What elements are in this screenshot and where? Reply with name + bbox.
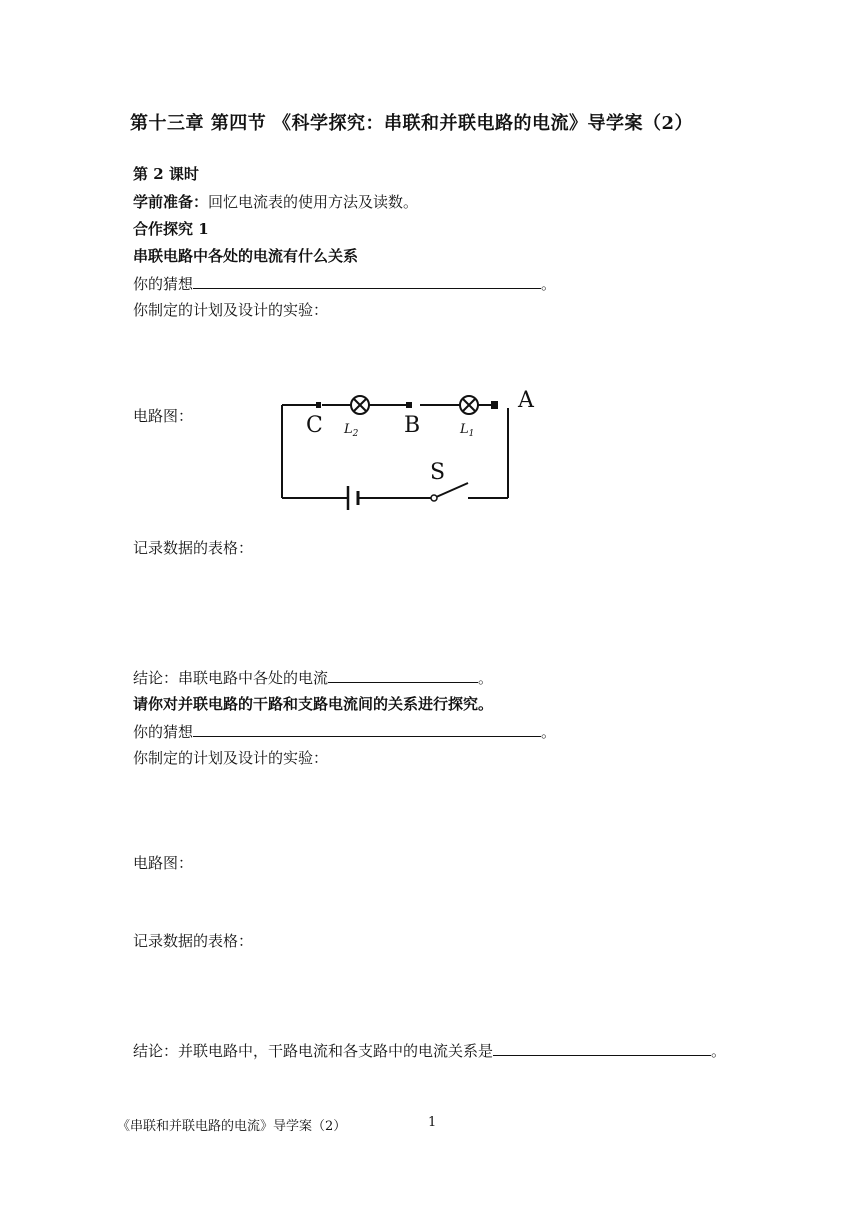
series-circuit-diagram xyxy=(270,380,550,515)
lamp-l1-icon xyxy=(460,396,478,414)
footer-text: 《串联和并联电路的电流》导学案（2） xyxy=(117,1119,347,1134)
part2-guess-label: 你的猜想 xyxy=(133,723,194,741)
label-l2-sub: 2 xyxy=(352,429,359,439)
part1-table-label: 记录数据的表格： xyxy=(133,539,254,557)
prep-colon: ： xyxy=(193,193,209,211)
prep-text: 回忆电流表的使用方法及读数。 xyxy=(208,193,419,211)
label-l1 xyxy=(459,422,474,439)
part1-diagram-label: 电路图： xyxy=(133,407,194,425)
part2-plan-label: 你制定的计划及设计的实验： xyxy=(133,749,329,767)
switch-pivot-dot xyxy=(431,495,437,501)
part1-question: 串联电路中各处的电流有什么关系 xyxy=(133,247,359,265)
label-a: A xyxy=(518,388,534,413)
part1-conclusion-blank[interactable] xyxy=(328,666,478,683)
label-l2-letter: L xyxy=(344,422,353,437)
part2-table-label: 记录数据的表格： xyxy=(133,932,254,950)
part1-conclusion-label: 结论：串联电路中各处的电流 xyxy=(133,669,329,687)
page-title: 第十三章 第四节 《科学探究：串联和并联电路的电流》导学案（2） xyxy=(130,113,694,134)
junction-a-dot xyxy=(491,401,498,409)
prep-line xyxy=(133,191,418,212)
part2-question: 请你对并联电路的干路和支路电流间的关系进行探究。 xyxy=(133,695,494,713)
label-s: S xyxy=(430,460,446,485)
part2-conclusion-label: 结论：并联电路中，干路电流和各支路中的电流关系是 xyxy=(133,1042,494,1060)
part1-guess-line xyxy=(133,272,556,294)
part2-conclusion-end: 。 xyxy=(711,1042,727,1060)
label-l1-sub: 1 xyxy=(468,429,475,439)
part1-guess-label: 你的猜想 xyxy=(133,275,194,293)
part1-conclusion-end: 。 xyxy=(478,669,494,687)
page-number: 1 xyxy=(428,1115,437,1130)
label-c: C xyxy=(306,413,323,438)
label-l2 xyxy=(343,422,359,439)
label-l1-letter: L xyxy=(460,422,469,437)
part2-conclusion-line xyxy=(133,1039,726,1061)
part1-guess-blank[interactable] xyxy=(193,272,541,289)
part2-diagram-label: 电路图： xyxy=(133,854,194,872)
part2-guess-blank[interactable] xyxy=(193,720,541,737)
label-b: B xyxy=(404,413,421,438)
junction-c-dot xyxy=(316,402,321,408)
part1-conclusion-line xyxy=(133,666,493,688)
coop-heading: 合作探究 1 xyxy=(133,220,209,238)
part1-plan-label: 你制定的计划及设计的实验： xyxy=(133,301,329,319)
part2-guess-end: 。 xyxy=(541,723,557,741)
prep-label: 学前准备 xyxy=(133,193,194,211)
part1-guess-end: 。 xyxy=(541,275,557,293)
lamp-l2-icon xyxy=(351,396,369,414)
part2-guess-line xyxy=(133,720,556,742)
lesson-label: 第 2 课时 xyxy=(133,165,199,183)
part2-conclusion-blank[interactable] xyxy=(493,1039,711,1056)
junction-b-dot xyxy=(406,402,412,408)
